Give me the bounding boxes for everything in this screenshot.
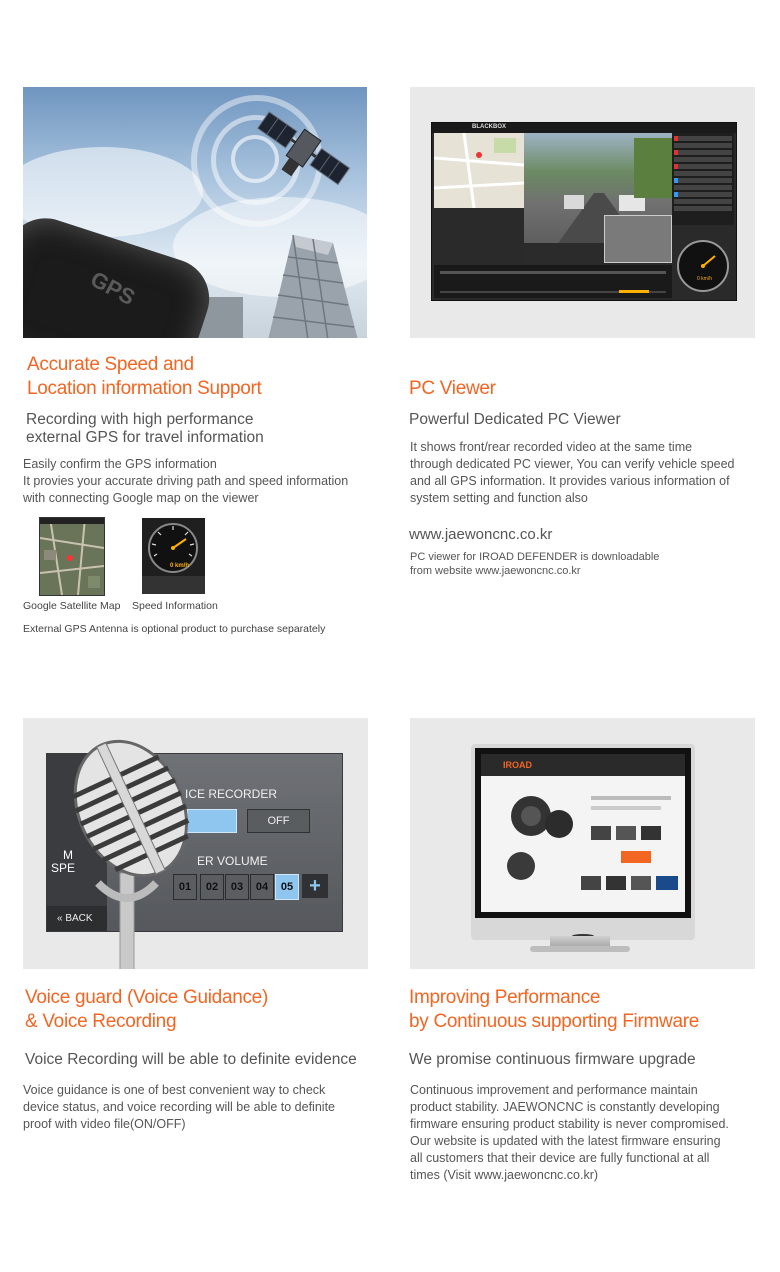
volume-level-02[interactable]: 02 (200, 874, 224, 900)
monitor-icon (471, 744, 695, 940)
firmware-subtitle: We promise continuous firmware upgrade (409, 1051, 696, 1068)
pc-viewer-speed-value: 0 km/h (697, 276, 713, 282)
pc-viewer-rear-video (604, 215, 672, 263)
pc-viewer-app-title: BLACKBOX (472, 124, 506, 130)
website-brand-logo: IROAD (503, 760, 532, 770)
tower-building-icon (248, 235, 367, 338)
pc-viewer-timeline (434, 265, 672, 298)
firmware-body: Continuous improvement and performance maintain product stability. JAEWONCNC is constantly developing firmware ensuring product stability is never compromised. Our website is updated with the latest firmware ensuring all customers that their device are fully functional at all times (Visit www.jaewoncnc.co.kr) (410, 1083, 729, 1182)
satellite-map-caption: Google Satellite Map (23, 600, 121, 612)
voice-image (23, 718, 368, 969)
speed-gauge-thumbnail (142, 518, 205, 594)
gps-image (23, 87, 367, 338)
website-link[interactable]: www.jaewoncnc.co.kr (409, 526, 553, 543)
volume-level-04[interactable]: 04 (250, 874, 274, 900)
pc-viewer-subtitle: Powerful Dedicated PC Viewer (409, 411, 621, 428)
voice-recorder-off-button[interactable]: OFF (247, 809, 310, 833)
speaker-volume-label: ER VOLUME (197, 854, 268, 868)
volume-level-05[interactable]: 05 (275, 874, 299, 900)
pc-viewer-download-note: PC viewer for IROAD DEFENDER is downloadable from website www.jaewoncnc.co.kr (410, 551, 660, 577)
gps-body: Easily confirm the GPS information It provies your accurate driving path and speed information with connecting Google map on the viewer (23, 457, 349, 505)
voice-recorder-label: ICE RECORDER (185, 787, 278, 801)
firmware-title: Improving Performance by Continuous supporting Firmware (409, 987, 700, 1032)
voice-body: Voice guidance is one of best convenient way to check device status, and voice recording will be able to definite proof with video file(ON/OFF) (23, 1083, 335, 1131)
voice-subtitle: Voice Recording will be able to definite evidence (25, 1051, 357, 1068)
volume-plus-button[interactable]: + (302, 874, 328, 898)
voice-back-button[interactable]: « BACK (47, 906, 107, 931)
gps-title: Accurate Speed and Location information Support (27, 354, 262, 399)
pc-viewer-app-window (431, 122, 737, 301)
voice-screen-side-label: M SPE (51, 848, 76, 875)
pc-viewer-title-bar (432, 123, 736, 133)
pc-viewer-map (434, 133, 524, 208)
chevron-left-icon: « (57, 913, 63, 924)
gps-device-label: GPS (86, 266, 140, 311)
pc-viewer-speed-gauge (675, 238, 731, 294)
website-screenshot (481, 754, 685, 912)
firmware-image (410, 718, 755, 969)
volume-level-01[interactable]: 01 (173, 874, 197, 900)
satellite-icon (248, 92, 358, 207)
gps-subtitle: Recording with high performance external GPS for travel information (26, 411, 264, 446)
satellite-map-thumbnail (39, 517, 105, 596)
speed-gauge-value: 0 km/h (170, 563, 190, 569)
pc-viewer-title: PC Viewer (409, 378, 496, 399)
pc-viewer-image (410, 87, 755, 338)
speed-information-caption: Speed Information (132, 600, 218, 612)
gps-antenna-note: External GPS Antenna is optional product to purchase separately (23, 623, 326, 635)
pc-viewer-event-list (672, 133, 734, 225)
microphone-icon (58, 723, 208, 969)
voice-title: Voice guard (Voice Guidance) & Voice Recording (25, 987, 268, 1032)
volume-level-03[interactable]: 03 (225, 874, 249, 900)
pc-viewer-body: It shows front/rear recorded video at the same time through dedicated PC viewer, You can verify vehicle speed and all GPS information. It provides various information of system setting and function also (410, 440, 735, 505)
